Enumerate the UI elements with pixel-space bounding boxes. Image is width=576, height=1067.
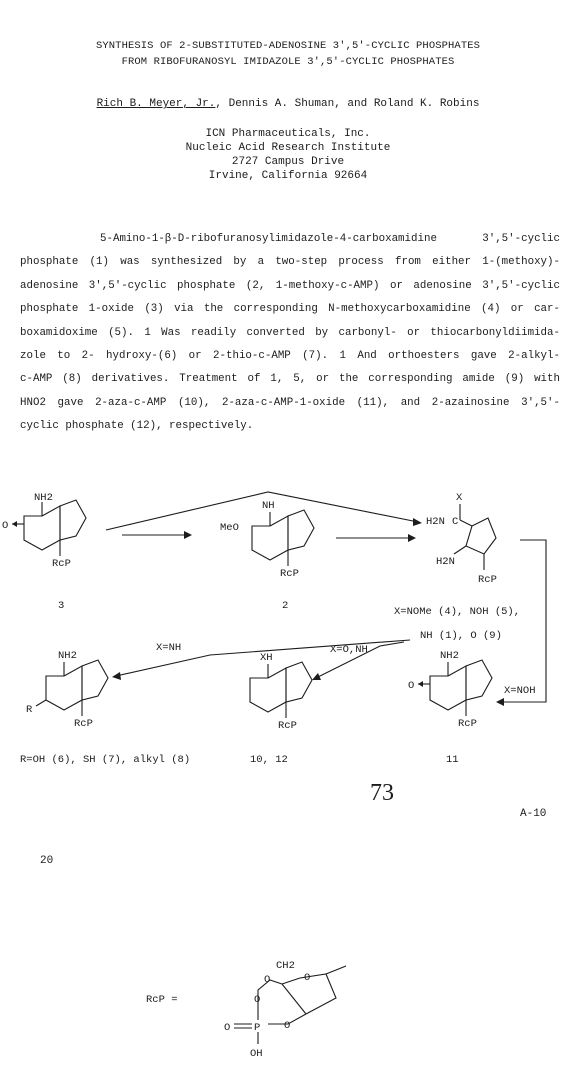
imidazole-ring	[82, 660, 108, 700]
affiliation-dept: Nucleic Acid Research Institute	[185, 142, 391, 154]
handwritten-page-number: 73	[370, 780, 394, 806]
ch2-label: CH2	[276, 960, 295, 972]
phosphate-linkage	[258, 980, 282, 1020]
imidazole-ring	[288, 510, 314, 550]
rcp-label: RcP	[278, 720, 297, 732]
abstract-line: zole to 2- hydroxy-(6) or 2-thio-c-AMP (7). 1 And orthoesters gave 2-alkyl-	[20, 350, 560, 363]
bond	[454, 546, 466, 554]
rcp-label: RcP	[478, 574, 497, 586]
other-authors: , Dennis A. Shuman, and Roland K. Robins	[215, 98, 480, 110]
abstract-line: phosphate (1) was synthesized by a two-step process from either 1-(methoxy)-	[20, 256, 560, 269]
author-list	[0, 98, 576, 110]
r-label: R	[26, 704, 33, 716]
rcp-label: RcP	[280, 568, 299, 580]
page-code: A-10	[520, 808, 547, 820]
carbon-label: C	[452, 516, 459, 528]
abstract-line: phosphate 1-oxide (3) via the corresponding N-methoxycarboxamidine (4) or car-	[20, 303, 560, 316]
arrowhead	[408, 534, 416, 542]
ring-oxygen-sugar: O	[304, 972, 311, 984]
reaction-scheme	[0, 480, 576, 780]
x-substituents-line-1: X=NOMe (4), NOH (5),	[394, 606, 521, 618]
compound-3-label: 3	[58, 600, 65, 612]
abstract-line: HNO2 gave 2-aza-c-AMP (10), 2-aza-c-AMP-1-oxide (11), and 2-azainosine 3',5'-	[20, 396, 560, 409]
arrowhead	[496, 698, 504, 706]
abstract-line: boxamidoxime (5). 1 Was readily converted by carbonyl- or thiocarbonyldiimida-	[20, 326, 560, 339]
arrowhead	[418, 681, 423, 687]
compound-2-label: 2	[282, 600, 289, 612]
arrow-label-x-nh: X=NH	[156, 642, 182, 654]
bond	[460, 520, 472, 526]
oxide-o-label: O	[2, 520, 9, 532]
compound-11-label: 11	[446, 754, 459, 766]
ring-oxygen-upper: O	[264, 974, 271, 986]
nh-label: NH	[262, 500, 275, 512]
rcp-legend-structure	[140, 940, 380, 1065]
x-label: X	[456, 492, 463, 504]
h2n-label: H2N	[426, 516, 445, 528]
arrowhead	[12, 521, 17, 527]
amino-h2n-label: H2N	[436, 556, 455, 568]
abstract-line: cyclic phosphate (12), respectively.	[20, 420, 254, 433]
compound-6-7-8-structure	[26, 650, 108, 730]
affiliation-street: 2727 Campus Drive	[231, 156, 345, 168]
arrowhead	[184, 531, 192, 539]
first-author: Rich B. Meyer, Jr.	[96, 98, 216, 110]
xh-label: XH	[260, 652, 273, 664]
rcp-label: RcP	[458, 718, 477, 730]
imidazole-ring	[466, 518, 496, 554]
paper-title-line-1: SYNTHESIS OF 2-SUBSTITUTED-ADENOSINE 3',5'-CYCLIC PHOSPHATES	[95, 40, 481, 52]
r-group-definitions: R=OH (6), SH (7), alkyl (8)	[20, 754, 191, 766]
nh2-label: NH2	[58, 650, 77, 662]
abstract-line: adenosine 3',5'-cyclic phosphate (2, 1-methoxy-c-AMP) or adenosine 3',5'-cyclic	[20, 279, 560, 292]
hydroxyl-label: OH	[250, 1048, 263, 1060]
compound-3-structure	[2, 492, 86, 612]
nh2-label: NH2	[440, 650, 459, 662]
phosphorus-label: P	[254, 1022, 261, 1034]
ester-oxygen: O	[284, 1020, 291, 1032]
oxygen-label: O	[254, 994, 261, 1006]
rcp-legend-label: RcP =	[146, 994, 178, 1006]
compound-11-structure	[408, 650, 492, 730]
oxide-o-label: O	[408, 680, 415, 692]
abstract-line: 5-Amino-1-β-D-ribofuranosylimidazole-4-carboxamidine 3',5'-cyclic	[100, 233, 560, 245]
arrowhead	[112, 672, 121, 680]
affiliation	[0, 127, 576, 183]
arrow-label-x-o-nh: X=O,NH	[330, 644, 368, 656]
nh2-label: NH2	[34, 492, 53, 504]
arrow-label-x-noh: X=NOH	[504, 685, 536, 697]
imidazole-ring	[286, 662, 312, 702]
abstract-body	[20, 228, 560, 439]
bond	[282, 984, 306, 1014]
meo-label: MeO	[220, 522, 239, 534]
imidazole-amidine-structure	[426, 492, 497, 586]
imidazole-ring	[60, 500, 86, 540]
paper-title-line-2: FROM RIBOFURANOSYL IMIDAZOLE 3',5'-CYCLIC PHOSPHATES	[121, 56, 455, 68]
rcp-label: RcP	[74, 718, 93, 730]
affiliation-org: ICN Pharmaceuticals, Inc.	[205, 128, 371, 140]
x-substituents-line-2: NH (1), O (9)	[420, 630, 502, 642]
compound-10-12-label: 10, 12	[250, 754, 288, 766]
bond	[326, 966, 346, 974]
compound-2-structure	[220, 500, 314, 612]
bond	[36, 700, 46, 706]
double-bond-oxygen: O	[224, 1022, 231, 1034]
imidazole-ring	[466, 660, 492, 700]
arrowhead	[413, 518, 422, 526]
rcp-label: RcP	[52, 558, 71, 570]
abstract-line: c-AMP (8) derivatives. Treatment of 1, 5, or the corresponding amide (9) with	[20, 373, 560, 386]
page-number: 20	[40, 855, 54, 867]
compound-10-12-structure	[250, 652, 312, 732]
reaction-arrow-x-noh	[500, 540, 546, 702]
affiliation-city: Irvine, California 92664	[208, 170, 368, 182]
